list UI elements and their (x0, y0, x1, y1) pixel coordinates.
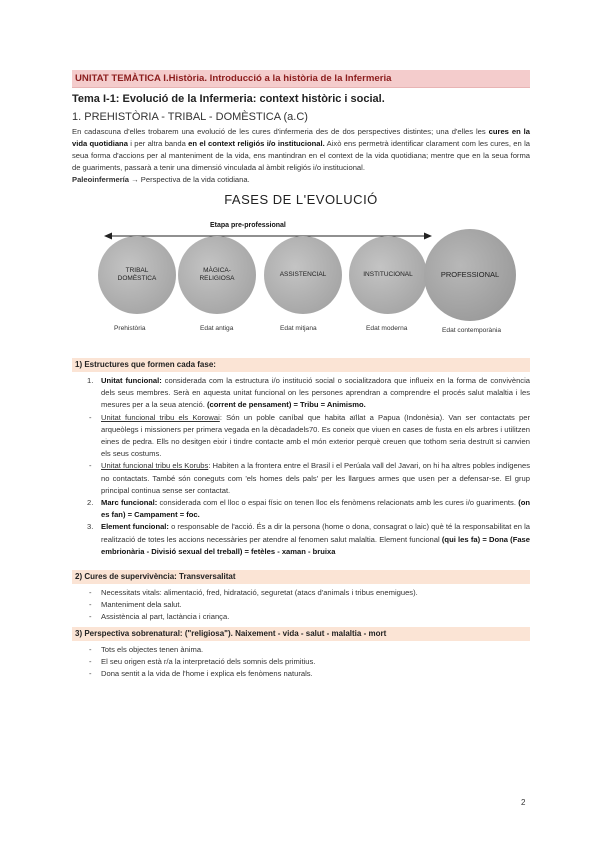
era-label: Edat mitjana (280, 325, 317, 332)
era-label: Edat antiga (200, 325, 234, 332)
arrow-label: Etapa pre-professional (210, 222, 286, 229)
list-item: 1. Unitat funcional: considerada com la estructura i/o institució social o socialitzadora que influeix en la forma de convivència dels seus membres. Serà en aquesta unitat funcional on les persones aprendran a comprendre el procés salut malaltia i les mesures per a la seua atenció. (corrent de pensament) = Tribu = Animismo. (87, 376, 530, 410)
era-label: Prehistòria (114, 325, 146, 332)
phase-circle-magica: MÀGICA- RELIGIOSA (178, 236, 256, 314)
survival-list (72, 587, 530, 624)
page-number: 2 (521, 798, 526, 807)
list-item: - Dona sentit a la vida de l'home i explica els fenòmens naturals. (89, 669, 313, 679)
section-heading-structures: 1) Estructures que formen cada fase: (72, 358, 530, 372)
list-item: - El seu origen està r/a la interpretació dels somnis dels primitius. (89, 656, 316, 666)
arrow-left-head (104, 233, 112, 240)
diagram-title: FASES DE L'EVOLUCIÓ (224, 192, 378, 207)
list-item: - Assistència al part, lactància i criança. (89, 612, 230, 622)
document-page (72, 70, 530, 680)
list-item: - Unitat funcional tribu els Korubs: Habiten a la frontera entre el Brasil i el Perúala vall del Javari, on hi ha altres pobles indígenes no contactats. També són coneguts com 'els homes dels pals' per les llargues armes que usen per a defensar-se. El grup principal continua sense ser contactat. (89, 461, 530, 495)
era-label: Edat moderna (366, 325, 408, 332)
section-heading-survival: 2) Cures de supervivència: Transversalitat (72, 570, 530, 584)
phase-circle-tribal: TRIBAL DOMÈSTICA (98, 236, 176, 314)
topic-title: Tema I-1: Evolució de la Infermeria: context històric i social. (72, 93, 385, 105)
intro-paragraph: En cadascuna d'elles trobarem una evolució de les cures d'infermeria des de dos perspectives distintes; una d'elles les cures en la vida quotidiana i per altra banda en el context religiós i/o institucional. Això ens permetrà identificar clarament com les cures, en la seua forma d'accions per al manteniment de la vida, ens mantindran en el context de la vida quotidiana; mentre que en la seua forma de guariments, passarà a tenir una dimensió vinculada al àmbit religiós i/o institucional. (72, 127, 530, 172)
section-heading-supernatural: 3) Perspectiva sobrenatural: ("religiosa"). Naixement - vida - salut - malaltia - mort (72, 627, 530, 641)
section-title: 1. PREHISTÒRIA - TRIBAL - DOMÈSTICA (a.C) (72, 111, 308, 123)
structures-list (72, 375, 530, 558)
list-item: 3. Element funcional: o responsable de l'acció. És a dir la persona (home o dona, consagrat o laic) què té la responsabilitat en la realització de totes les accions necessàries per atendre al fenomen salut malaltia. Element funcional (qui les fa) = Dona (Fase embrionària - Divisió sexual del treball) = fetèles - xaman - bruixa (87, 522, 531, 556)
phase-circle-professional: PROFESSIONAL (424, 229, 516, 321)
era-label: Edat contemporània (442, 327, 502, 334)
evolution-diagram (72, 192, 530, 344)
paleo-line: Paleoinfermería → Perspectiva de la vida cotidiana. (72, 175, 250, 184)
unit-title: UNITAT TEMÀTICA I.Història. Introducció a la història de la Infermeria (72, 70, 530, 88)
list-item: - Manteniment dela salut. (89, 600, 182, 610)
phase-circle-assistencial: ASSISTENCIAL (264, 236, 342, 314)
supernatural-list (72, 644, 530, 681)
phase-circle-institucional: INSTITUCIONAL (349, 236, 427, 314)
list-item: 2. Marc funcional: considerada com el lloc o espai físic on tenen lloc els fenòmens relacionats amb les cures i/o guariments. (on es fan) = Campament = foc. (87, 498, 531, 520)
list-item: - Unitat funcional tribu els Korowai: Són un poble caníbal que habita aïllat a Papua (Indonèsia). Van ser contactats per arqueòlegs i missioners per primera vegada en la dècadadels70. Es coneix que viuen en cases de fusta en els arbres i utilitzen eines de pedra. Ells no desitgen eixir i tindre contacte amb el món exterior perquè creuen que tothom seria destruït si canvien els seus costums. (89, 412, 530, 459)
list-item: - Tots els objectes tenen ànima. (89, 644, 204, 654)
arrow-right-head (424, 233, 432, 240)
list-item: - Necessitats vitals: alimentació, fred, hidratació, seguretat (atacs d'animals i tribus enemigues). (89, 588, 418, 598)
